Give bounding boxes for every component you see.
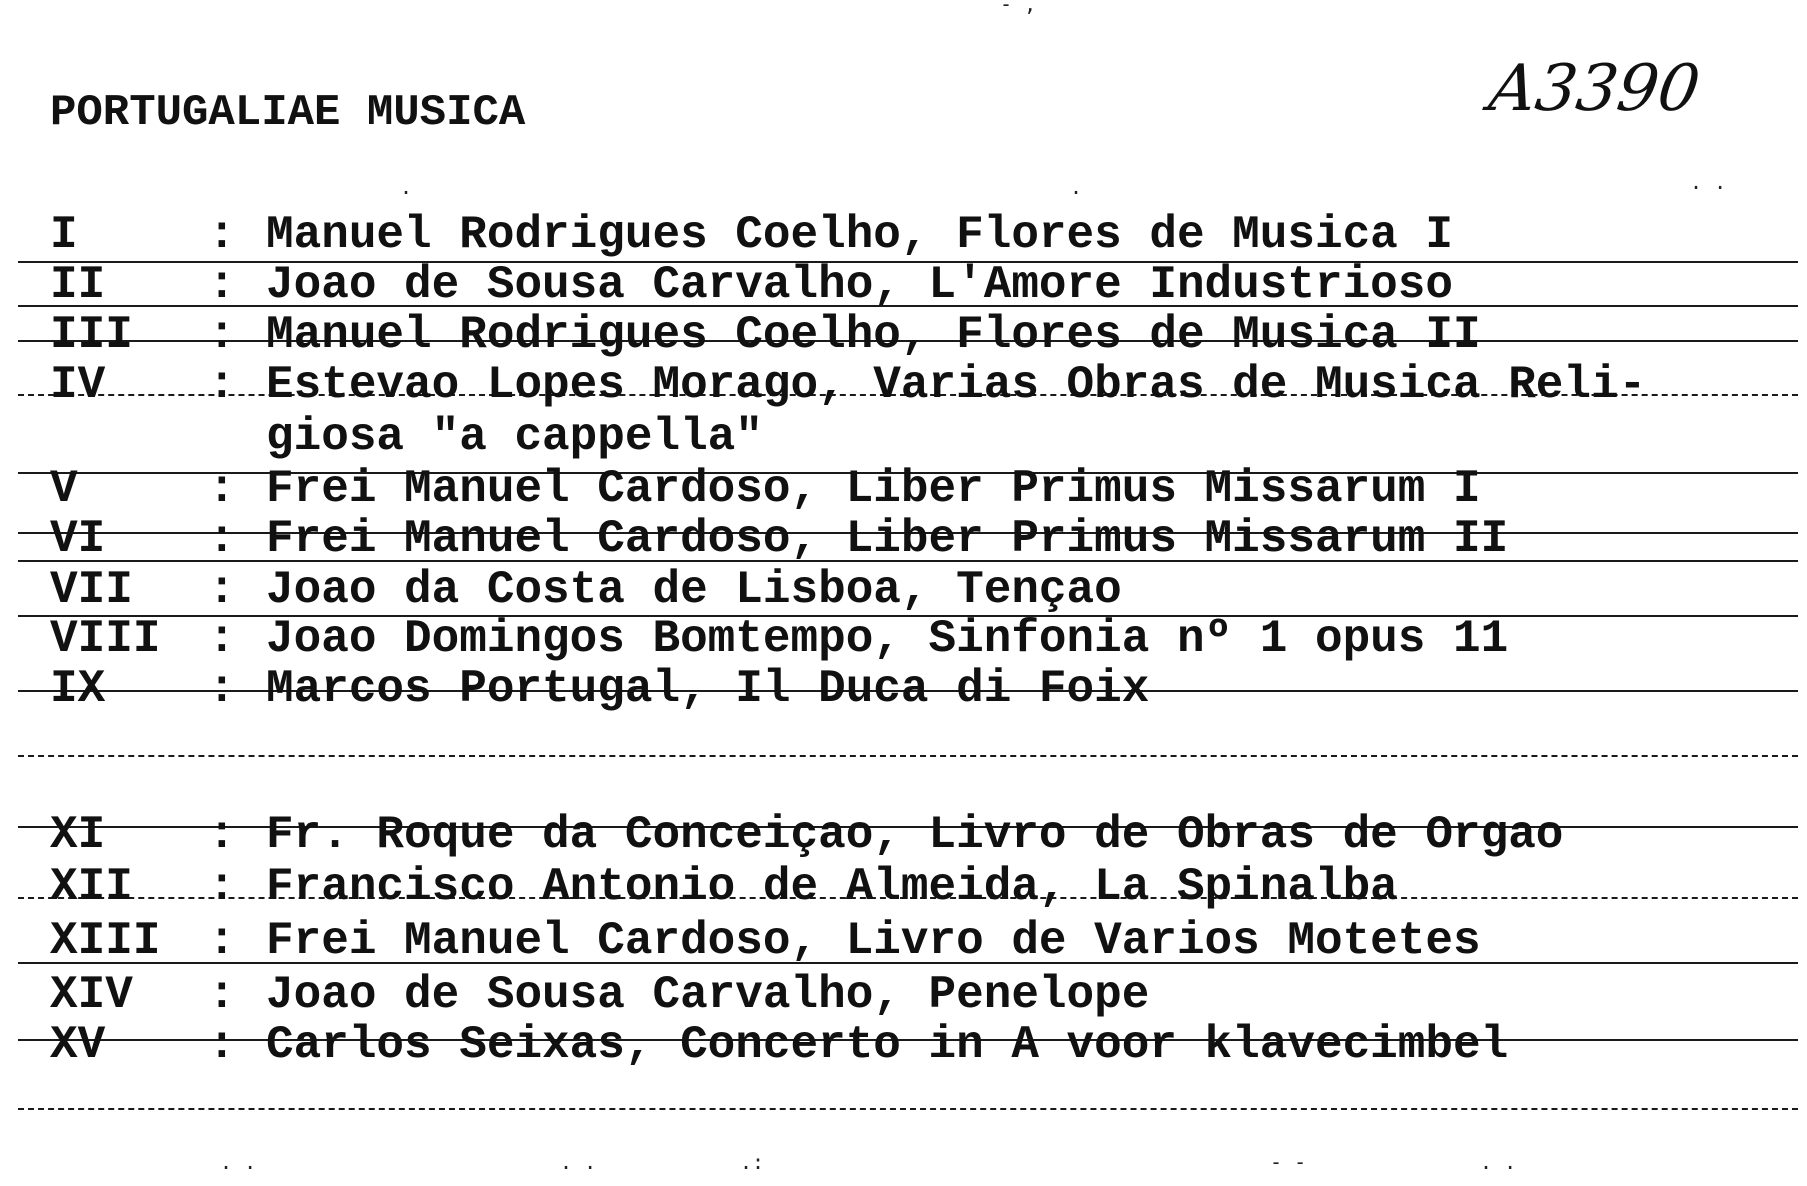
volume-number: II (50, 259, 106, 311)
entry-text: Manuel Rodrigues Coelho, Flores de Musica I (266, 209, 1453, 261)
separator: : (208, 969, 236, 1021)
entry-row (50, 360, 1646, 410)
separator: : (208, 915, 236, 967)
ruled-line (18, 755, 1798, 757)
ruled-line (18, 1108, 1798, 1110)
entry-text: Joao Domingos Bomtempo, Sinfonia nº 1 opus 11 (266, 613, 1509, 665)
volume-number: VI (50, 513, 106, 565)
separator: : (208, 259, 236, 311)
entry-row (50, 260, 1453, 310)
entry-row (50, 664, 1149, 714)
entry-row (50, 862, 1398, 912)
separator: : (208, 663, 236, 715)
entry-continuation: giosa "a cappella" (266, 411, 763, 463)
handwritten-call-number: A3390 (1484, 52, 1705, 126)
decorative-dots: . . (560, 1150, 597, 1174)
volume-number: III (50, 309, 133, 361)
volume-number: IX (50, 663, 106, 715)
entry-text: Estevao Lopes Morago, Varias Obras de Musica Reli- (266, 359, 1647, 411)
decorative-dots: . . (1480, 1150, 1517, 1174)
entry-row (50, 916, 1481, 966)
entry-text: Fr. Roque da Conceiçao, Livro de Obras de Orgao (266, 809, 1564, 861)
entry-row (50, 464, 1481, 514)
entry-text: Joao de Sousa Carvalho, L'Amore Industrioso (266, 259, 1453, 311)
separator: : (208, 861, 236, 913)
volume-number: XV (50, 1019, 106, 1071)
entry-row (50, 310, 1481, 360)
entry-row (50, 514, 1508, 564)
entry-text: Francisco Antonio de Almeida, La Spinalba (266, 861, 1398, 913)
entry-row (50, 210, 1453, 260)
separator: : (208, 309, 236, 361)
volume-number: I (50, 209, 78, 261)
volume-number: XI (50, 809, 106, 861)
volume-number: VII (50, 564, 133, 616)
decorative-dots: . . (220, 1150, 257, 1174)
decorative-dots: - - (1270, 1150, 1307, 1174)
separator: : (208, 613, 236, 665)
separator: : (208, 209, 236, 261)
volume-number: XII (50, 861, 133, 913)
separator: : (208, 564, 236, 616)
entry-text: Manuel Rodrigues Coelho, Flores de Musica II (266, 309, 1481, 361)
volume-number: IV (50, 359, 106, 411)
separator: : (208, 1019, 236, 1071)
entry-text: Joao da Costa de Lisboa, Tençao (266, 564, 1122, 616)
entry-row (50, 614, 1508, 664)
separator: : (208, 809, 236, 861)
entry-text: Frei Manuel Cardoso, Liber Primus Missarum I (266, 463, 1481, 515)
entry-row (50, 970, 1149, 1020)
volume-number: VIII (50, 613, 161, 665)
decorative-dots: . . (1690, 170, 1727, 194)
separator: : (208, 513, 236, 565)
decorative-dots: .: (740, 1150, 765, 1174)
volume-number: XIV (50, 969, 133, 1021)
card-title: PORTUGALIAE MUSICA (50, 88, 526, 138)
entry-text: Joao de Sousa Carvalho, Penelope (266, 969, 1150, 1021)
entry-row (50, 1020, 1508, 1070)
separator: : (208, 359, 236, 411)
entry-row (50, 810, 1563, 860)
entry-row (50, 565, 1122, 615)
entry-text: Carlos Seixas, Concerto in A voor klavecimbel (266, 1019, 1509, 1071)
entry-text: Frei Manuel Cardoso, Liber Primus Missarum II (266, 513, 1509, 565)
decorative-dots: - , (1000, 0, 1037, 16)
volume-number: V (50, 463, 78, 515)
entry-text: Frei Manuel Cardoso, Livro de Varios Motetes (266, 915, 1481, 967)
entry-text: Marcos Portugal, Il Duca di Foix (266, 663, 1150, 715)
decorative-dots: . (400, 175, 413, 199)
decorative-dots: . (1070, 175, 1083, 199)
separator: : (208, 463, 236, 515)
volume-number: XIII (50, 915, 161, 967)
